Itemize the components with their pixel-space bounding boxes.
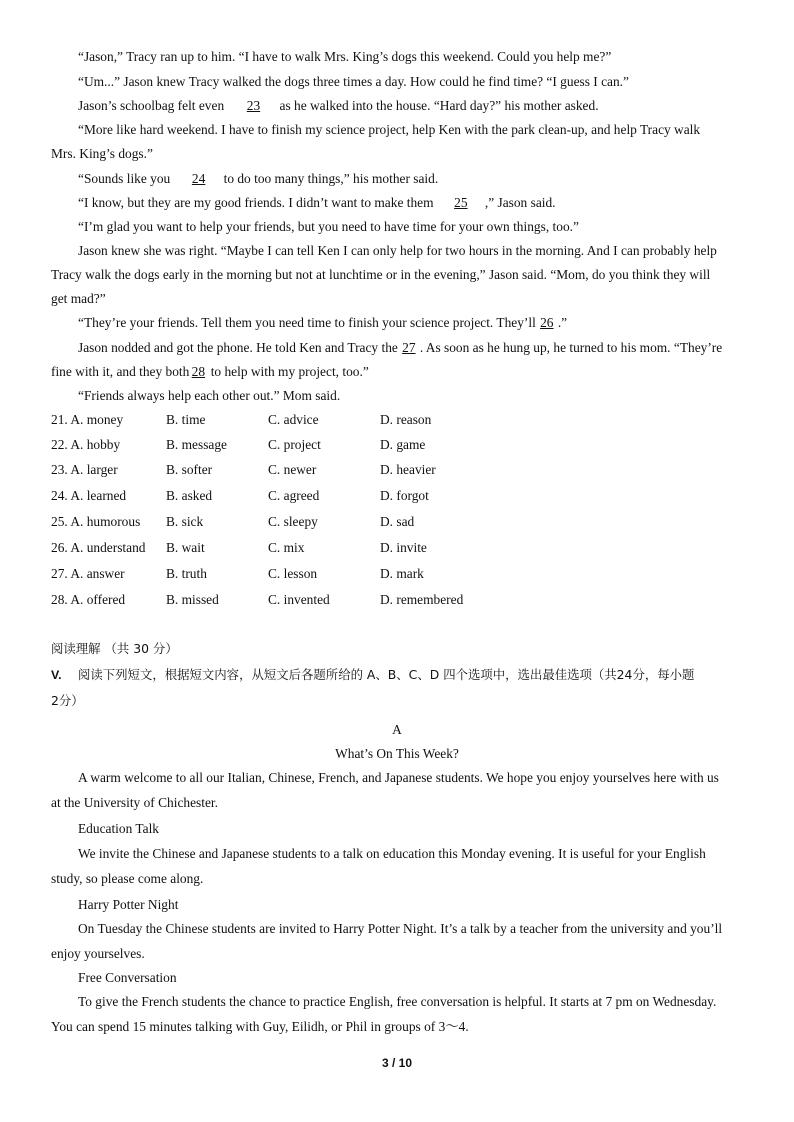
passage-subheading: Free Conversation <box>78 970 177 985</box>
option-a: 26. A. understand <box>51 540 146 555</box>
option-d: D. invite <box>380 540 427 555</box>
story-text: .” <box>557 315 568 330</box>
option-a: 22. A. hobby <box>51 437 121 452</box>
story-paragraph <box>78 315 567 331</box>
story-paragraph <box>78 340 722 356</box>
blank-25: 25 <box>454 195 468 210</box>
option-a: 24. A. learned <box>51 488 127 503</box>
passage-paragraph-cont: enjoy yourselves. <box>51 946 145 961</box>
story-paragraph: “More like hard weekend. I have to finish my science project, help Ken with the park clean-up, and help Tracy walk <box>78 122 701 137</box>
option-b: B. truth <box>166 566 207 581</box>
option-c: C. invented <box>268 592 330 607</box>
story-paragraph <box>78 195 556 211</box>
story-text: “They’re your friends. Tell them you need time to finish your science project. They’ll <box>78 315 536 330</box>
option-c: C. advice <box>268 412 319 427</box>
page-number: 3 / 10 <box>381 1056 413 1070</box>
story-paragraph-cont: Mrs. King’s dogs.” <box>51 146 153 161</box>
story-paragraph: “I’m glad you want to help your friends, but you need to have time for your own things, too.” <box>78 219 579 234</box>
story-paragraph <box>78 171 438 187</box>
story-paragraph: “Friends always help each other out.” Mom said. <box>78 388 341 403</box>
story-text: fine with it, and they both <box>51 364 190 379</box>
option-d: D. mark <box>380 566 424 581</box>
option-c: C. project <box>268 437 321 452</box>
option-d: D. reason <box>380 412 432 427</box>
story-paragraph: Jason knew she was right. “Maybe I can tell Ken I can only help for two hours in the morning. And I can probably help <box>78 243 717 258</box>
passage-paragraph-cont: You can spend 15 minutes talking with Guy, Eilidh, or Phil in groups of 3～4. <box>51 1019 469 1034</box>
story-text: Jason nodded and got the phone. He told Ken and Tracy the <box>78 340 398 355</box>
story-text: “Sounds like you <box>78 171 174 186</box>
story-text: to do too many things,” his mother said. <box>223 171 439 186</box>
option-a: 23. A. larger <box>51 462 118 477</box>
option-b: B. asked <box>166 488 213 503</box>
section-number: V. <box>51 668 62 682</box>
blank-27: 27 <box>402 340 416 355</box>
story-text: to help with my project, too.” <box>207 364 369 379</box>
passage-letter: A <box>392 722 402 737</box>
passage-title: What’s On This Week? <box>335 746 459 761</box>
option-b: B. softer <box>166 462 213 477</box>
blank-28: 28 <box>191 364 206 379</box>
blank-23: 23 <box>246 98 261 113</box>
option-a: 27. A. answer <box>51 566 125 581</box>
section-instructions: 阅读下列短文，根据短文内容，从短文后各题所给的 A、B、C、D 四个选项中，选出最佳选项（共24分，每小题 <box>78 667 695 682</box>
story-paragraph <box>78 98 599 114</box>
section-heading: 阅读理解 （共 30 分） <box>51 641 178 656</box>
story-paragraph-cont <box>51 364 369 380</box>
story-paragraph-cont: Tracy walk the dogs early in the morning but not at lunchtime or in the evening,” Jason said. “Mom, do you think they will <box>51 267 711 282</box>
passage-paragraph: A warm welcome to all our Italian, Chinese, French, and Japanese students. We hope you enjoy yourselves here with us <box>78 770 719 785</box>
story-text: “I know, but they are my good friends. I didn’t want to make them <box>78 195 437 210</box>
option-c: C. sleepy <box>268 514 318 529</box>
option-b: B. sick <box>166 514 204 529</box>
option-b: B. wait <box>166 540 205 555</box>
blank-26: 26 <box>540 315 554 330</box>
option-d: D. forgot <box>380 488 429 503</box>
option-a: 21. A. money <box>51 412 124 427</box>
option-a: 28. A. offered <box>51 592 126 607</box>
story-text: as he walked into the house. “Hard day?” his mother asked. <box>279 98 599 113</box>
option-d: D. game <box>380 437 426 452</box>
story-text: . As soon as he hung up, he turned to his mom. “They’re <box>419 340 723 355</box>
passage-paragraph-cont: study, so please come along. <box>51 871 204 886</box>
passage-paragraph: To give the French students the chance to practice English, free conversation is helpful. It starts at 7 pm on Wednesday. <box>78 994 717 1009</box>
option-c: C. newer <box>268 462 317 477</box>
story-text: ,” Jason said. <box>484 195 556 210</box>
story-paragraph: “Jason,” Tracy ran up to him. “I have to walk Mrs. King’s dogs this weekend. Could you help me?” <box>78 49 612 64</box>
passage-paragraph-cont: at the University of Chichester. <box>51 795 218 810</box>
passage-paragraph: We invite the Chinese and Japanese students to a talk on education this Monday evening. It is useful for your English <box>78 846 706 861</box>
option-c: C. mix <box>268 540 305 555</box>
option-b: B. missed <box>166 592 219 607</box>
passage-paragraph: On Tuesday the Chinese students are invited to Harry Potter Night. It’s a talk by a teacher from the university and you’ll <box>78 921 723 936</box>
section-instructions-cont: 2分） <box>51 693 84 708</box>
option-c: C. agreed <box>268 488 320 503</box>
passage-subheading: Education Talk <box>78 821 159 836</box>
story-paragraph-cont: get mad?” <box>51 291 106 306</box>
option-d: D. heavier <box>380 462 436 477</box>
option-b: B. time <box>166 412 206 427</box>
option-a: 25. A. humorous <box>51 514 141 529</box>
option-d: D. sad <box>380 514 415 529</box>
option-d: D. remembered <box>380 592 464 607</box>
story-text: Jason’s schoolbag felt even <box>78 98 228 113</box>
option-c: C. lesson <box>268 566 318 581</box>
story-paragraph: “Um...” Jason knew Tracy walked the dogs three times a day. How could he find time? “I guess I can.” <box>78 74 629 89</box>
blank-24: 24 <box>191 171 206 186</box>
option-b: B. message <box>166 437 227 452</box>
passage-subheading: Harry Potter Night <box>78 897 179 912</box>
